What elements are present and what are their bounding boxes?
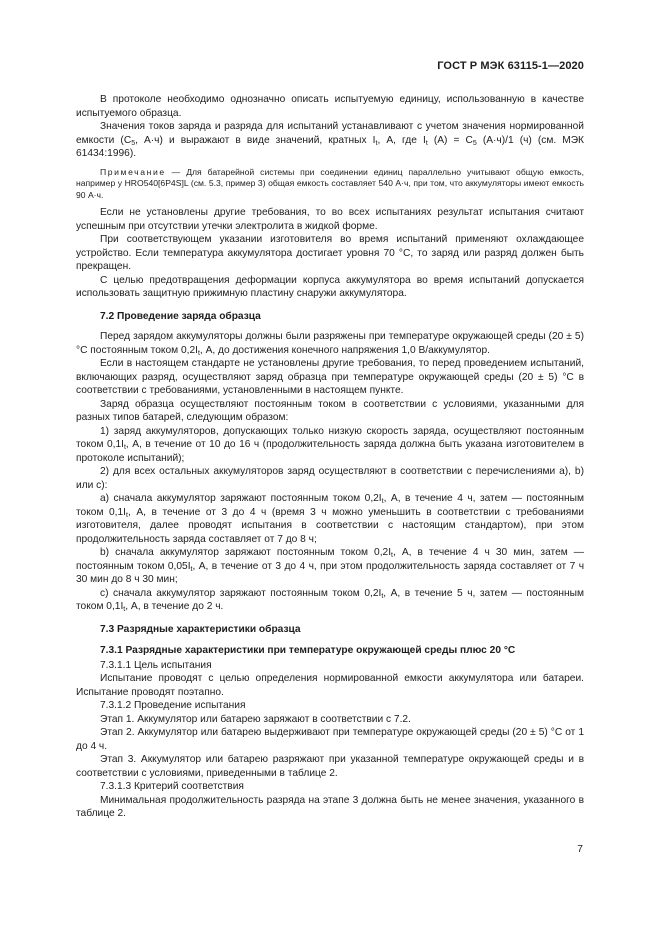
document-body bbox=[76, 93, 584, 821]
step-item: Этап 3. Аккумулятор или батарею разряжают при указанной температуре окружающей среды и в соответствии с условиями, приведенными в таблице 2. bbox=[76, 754, 584, 779]
step-item: Этап 2. Аккумулятор или батарею выдерживают при температуре окружающей среды (20 ± 5) °С от 1 до 4 ч. bbox=[76, 727, 584, 752]
section-title-7-2: 7.2 Проведение заряда образца bbox=[100, 310, 261, 322]
subsection-title: 7.3.1.3 Критерий соответствия bbox=[100, 781, 244, 792]
paragraph: При соответствующем указании изготовителя во время испытаний применяют охлаждающее устройство. Если температура аккумулятора достигает уровня 70 °С, то заряд или разряд должен быть прекращен. bbox=[76, 234, 584, 272]
note-label: Примечание bbox=[100, 166, 166, 177]
subsection-title: 7.3.1.1 Цель испытания bbox=[100, 659, 212, 671]
paragraph: С целью предотвращения деформации корпуса аккумулятора во время испытаний допускается использовать защитную прижимную пластину снаружи аккумулятора. bbox=[76, 274, 584, 299]
paragraph: Заряд образца осуществляют постоянным током в соответствии с условиями, указанными для разных типов батарей, следующим образом: bbox=[76, 398, 584, 423]
paragraph: Если не установлены другие требования, то во всех испытаниях результат испытания считают успешным при отсутствии утечки электролита в жидкой форме. bbox=[76, 207, 584, 232]
list-item: а) сначала аккумулятор заряжают постоянным током $0,2I_t$, А, в течение 4 ч, затем — постоянным током $0,1I_t$, А, в течение от 3 до 4 ч (время 3 ч можно уменьшить в соответствии с требованиями изготовителя, далее проводят испытания в соответствии с настоящим стандартом), при этом продолжительность заряда составляет от 7 до 8 ч; bbox=[76, 493, 584, 545]
section-title-7-3: 7.3 Разрядные характеристики образца bbox=[100, 623, 301, 635]
paragraph: Минимальная продолжительность разряда на этапе 3 должна быть не менее значения, указанного в таблице 2. bbox=[76, 794, 584, 819]
document-header: ГОСТ Р МЭК 63115-1—2020 bbox=[437, 60, 584, 72]
paragraph: Испытание проводят с целью определения нормированной емкости аккумулятора или батареи. Испытание проводят поэтапно. bbox=[76, 673, 584, 698]
paragraph: В протоколе необходимо однозначно описать испытуемую единицу, использованную в качестве испытуемого образца. bbox=[76, 94, 584, 119]
page-number: 7 bbox=[577, 843, 583, 855]
paragraph: Если в настоящем стандарте не установлены другие требования, то перед проведением испытаний, включающих разряд, осуществляют заряд образца при температуре окружающей среды (20 ± 5) °С в соответствии с требованиями, установленными в настоящем пункте. bbox=[76, 358, 584, 396]
list-item: 1) заряд аккумуляторов, допускающих только низкую скорость заряда, осуществляют постоянным током $0,1I_t$, А, в течение от 10 до 16 ч (продолжительность заряда должна быть указана изготовителем в протоколе испытаний); bbox=[76, 425, 584, 464]
subsection-title: 7.3.1.2 Проведение испытания bbox=[100, 700, 246, 711]
step-item: Этап 1. Аккумулятор или батарею заряжают в соответствии с 7.2. bbox=[100, 713, 411, 725]
list-item: 2) для всех остальных аккумуляторов заряд осуществляют в соответствии с перечислениями а), b) или с): bbox=[76, 466, 584, 491]
paragraph-rated-capacity: Значения токов заряда и разряда для испытаний устанавливают с учетом значения нормированной емкости ($C_5$, А·ч) и выражают в виде значений, кратных $I_t$, А, где $I_t$ $(А) = C_5$ (А·ч)/1 (ч) (см. МЭК 61434:1996). bbox=[76, 121, 584, 159]
section-title-7-3-1: 7.3.1 Разрядные характеристики при температуре окружающей среды плюс 20 °С bbox=[100, 645, 516, 656]
note: Примечание — Для батарейной системы при соединении единиц параллельно учитывают общую емкость, например у HRO540[6P4S]L (см. 5.3, пример 3) общая емкость составляет 540 А·ч, при том, что аккумуляторы имеют емкость 90 А·ч. bbox=[76, 166, 584, 200]
list-item: с) сначала аккумулятор заряжают постоянным током $0,2I_t$, А, в течение 5 ч, затем — постоянным током $0,1I_t$, А, в течение до 2 ч. bbox=[76, 587, 584, 613]
list-item: b) сначала аккумулятор заряжают постоянным током $0,2I_t$, А, в течение 4 ч 30 мин, затем — постоянным током $0,05I_t$, А, в течение от 3 до 4 ч, при этом продолжительность заряда составляет от 7 ч 30 мин до 8 ч 30 мин; bbox=[76, 547, 584, 585]
paragraph: Перед зарядом аккумуляторы должны были разряжены при температуре окружающей среды (20 ± 5) °С постоянным током $0,2I_t$, А, до достижения конечного напряжения 1,0 В/аккумулятор. bbox=[76, 331, 584, 357]
